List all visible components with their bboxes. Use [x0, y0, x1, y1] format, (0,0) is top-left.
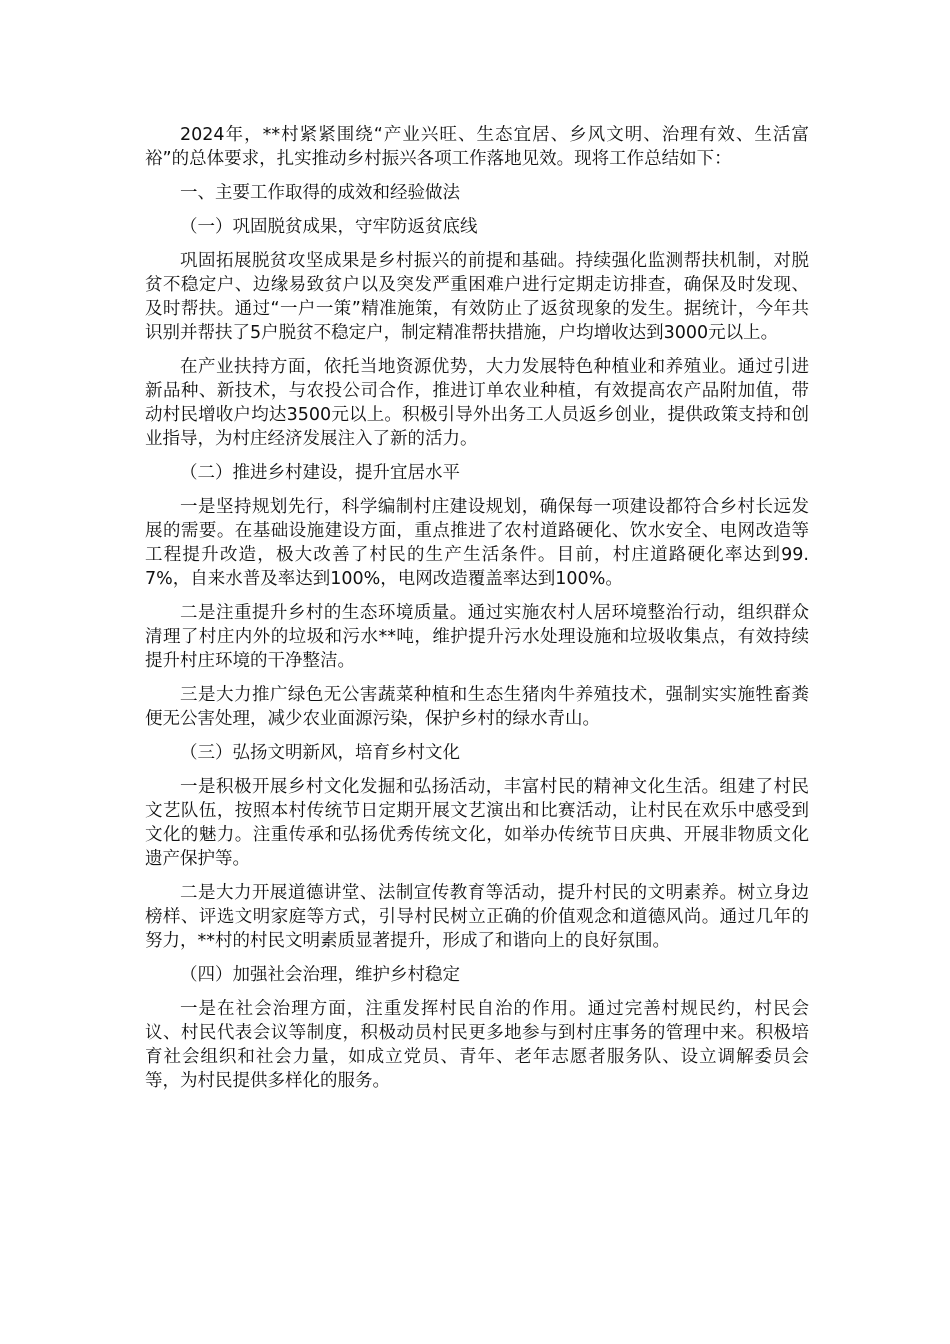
intro-paragraph: 2024年，**村紧紧围绕“产业兴旺、生态宜居、乡风文明、治理有效、生活富裕”的总体要求，扎实推动乡村振兴各项工作落地见效。现将工作总结如下：	[145, 125, 809, 169]
subsection-heading-2: （二）推进乡村建设，提升宜居水平	[180, 463, 460, 483]
body-paragraph: 二是大力开展道德讲堂、法制宣传教育等活动，提升村民的文明素养。树立身边榜样、评选文明家庭等方式，引导村民树立正确的价值观念和道德风尚。通过几年的努力，**村的村民文明素质显著提升，形成了和谐向上的良好氛围。	[145, 883, 809, 951]
section-heading-1: 一、主要工作取得的成效和经验做法	[180, 183, 460, 203]
body-paragraph: 一是在社会治理方面，注重发挥村民自治的作用。通过完善村规民约，村民会议、村民代表会议等制度，积极动员村民更多地参与到村庄事务的管理中来。积极培育社会组织和社会力量，如成立党员、青年、老年志愿者服务队、设立调解委员会等，为村民提供多样化的服务。	[145, 999, 809, 1091]
subsection-heading-4: （四）加强社会治理，维护乡村稳定	[180, 965, 460, 985]
body-paragraph: 一是积极开展乡村文化发掘和弘扬活动，丰富村民的精神文化生活。组建了村民文艺队伍，按照本村传统节日定期开展文艺演出和比赛活动，让村民在欢乐中感受到文化的魅力。注重传承和弘扬优秀传统文化，如举办传统节日庆典、开展非物质文化遗产保护等。	[145, 777, 809, 869]
body-paragraph: 在产业扶持方面，依托当地资源优势，大力发展特色种植业和养殖业。通过引进新品种、新技术，与农投公司合作，推进订单农业种植，有效提高农产品附加值，带动村民增收户均达3500元以上。积极引导外出务工人员返乡创业，提供政策支持和创业指导，为村庄经济发展注入了新的活力。	[145, 357, 809, 449]
document-body	[145, 123, 809, 1103]
subsection-heading-3: （三）弘扬文明新风，培育乡村文化	[180, 743, 460, 763]
body-paragraph: 巩固拓展脱贫攻坚成果是乡村振兴的前提和基础。持续强化监测帮扶机制，对脱贫不稳定户、边缘易致贫户以及突发严重困难户进行定期走访排查，确保及时发现、及时帮扶。通过“一户一策”精准施策，有效防止了返贫现象的发生。据统计，今年共识别并帮扶了5户脱贫不稳定户，制定精准帮扶措施，户均增收达到3000元以上。	[145, 251, 809, 343]
body-paragraph: 二是注重提升乡村的生态环境质量。通过实施农村人居环境整治行动，组织群众清理了村庄内外的垃圾和污水**吨，维护提升污水处理设施和垃圾收集点，有效持续提升村庄环境的干净整洁。	[145, 603, 809, 671]
body-paragraph: 三是大力推广绿色无公害蔬菜种植和生态生猪肉牛养殖技术，强制实实施牲畜粪便无公害处理，减少农业面源污染，保护乡村的绿水青山。	[145, 685, 809, 729]
subsection-heading-1: （一）巩固脱贫成果，守牢防返贫底线	[180, 217, 478, 237]
body-paragraph: 一是坚持规划先行，科学编制村庄建设规划，确保每一项建设都符合乡村长远发展的需要。在基础设施建设方面，重点推进了农村道路硬化、饮水安全、电网改造等工程提升改造，极大改善了村民的生产生活条件。目前，村庄道路硬化率达到99.7%，自来水普及率达到100%，电网改造覆盖率达到100%。	[145, 497, 809, 589]
